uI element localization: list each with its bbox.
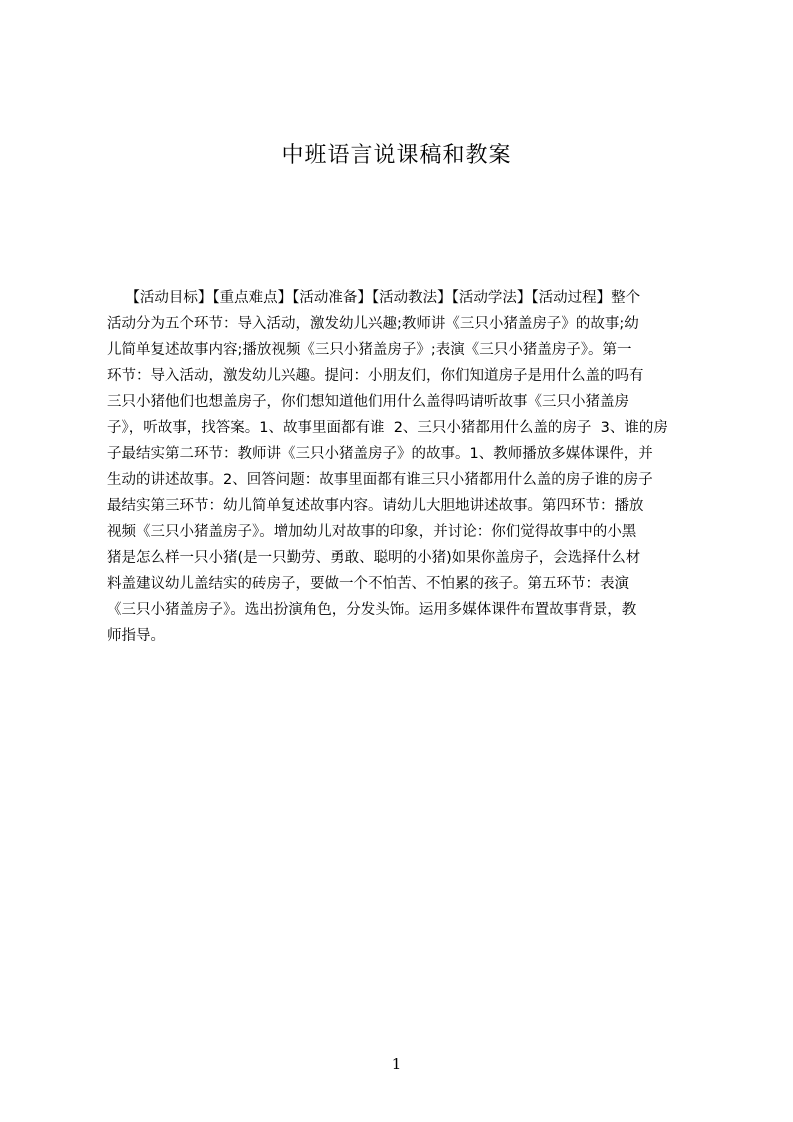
- text-line: 生动的讲述故事。2、回答问题：故事里面都有谁三只小猪都用什么盖的房子谁的房子: [107, 472, 653, 488]
- text-line: 活动分为五个环节：导入活动，激发幼儿兴趣;教师讲《三只小猪盖房子》的故事;幼: [107, 316, 639, 332]
- text-line: 料盖建议幼儿盖结实的砖房子，要做一个不怕苦、不怕累的孩子。第五环节：表演: [107, 576, 629, 592]
- document-title: 中班语言说课稿和教案: [281, 143, 512, 168]
- text-line: 儿简单复述故事内容;播放视频《三只小猪盖房子》;表演《三只小猪盖房子》。第一: [107, 342, 632, 358]
- text-line: 《三只小猪盖房子》。选出扮演角色，分发头饰。运用多媒体课件布置故事背景，教: [107, 602, 637, 618]
- body-paragraph: [107, 285, 707, 665]
- text-line: 子最结实第二环节：教师讲《三只小猪盖房子》的故事。1、教师播放多媒体课件，并: [107, 446, 653, 462]
- text-line: 最结实第三环节：幼儿简单复述故事内容。请幼儿大胆地讲述故事。第四环节：播放: [107, 498, 644, 514]
- text-line: 猪是怎么样一只小猪(是一只勤劳、勇敢、聪明的小猪)如果你盖房子，会选择什么材: [107, 550, 641, 566]
- page-number: 1: [391, 1055, 402, 1073]
- text-line: 视频《三只小猪盖房子》。增加幼儿对故事的印象，并讨论：你们觉得故事中的小黑: [107, 524, 637, 540]
- text-line: 师指导。: [107, 628, 165, 644]
- text-line: 三只小猪他们也想盖房子，你们想知道他们用什么盖得吗请听故事《三只小猪盖房: [107, 394, 629, 410]
- text-line: 环节：导入活动，激发幼儿兴趣。提问：小朋友们，你们知道房子是用什么盖的吗有: [107, 368, 644, 384]
- text-line: 子》，听故事，找答案。1、故事里面都有谁 2、三只小猪都用什么盖的房子 3、谁的房: [107, 420, 668, 436]
- text-line: 【活动目标】【重点难点】【活动准备】【活动教法】【活动学法】【活动过程】整个: [107, 290, 641, 306]
